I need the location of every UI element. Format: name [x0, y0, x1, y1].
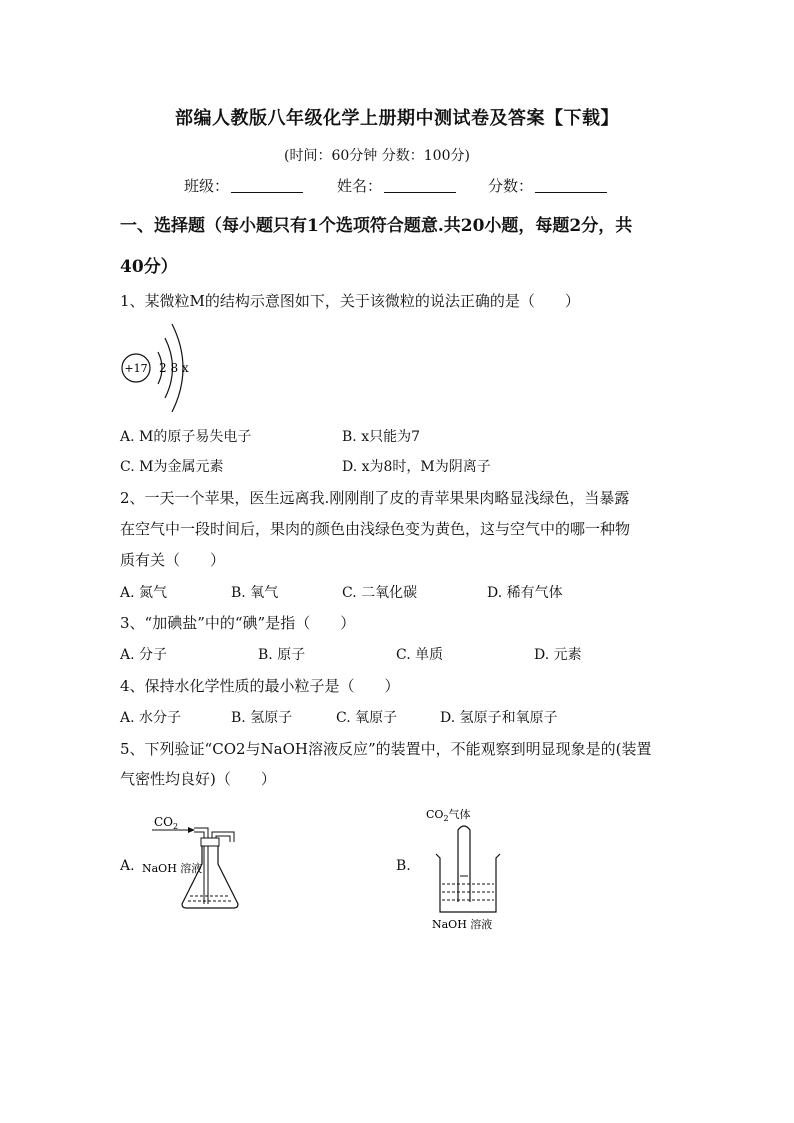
- q4-option-c: C. 氧原子: [336, 710, 398, 726]
- q4-option-b: B. 氢原子: [231, 710, 293, 726]
- flask-body: [182, 846, 238, 908]
- gas-arrowhead: [188, 827, 195, 833]
- co2-label-b: $CO_2$气体: [426, 808, 471, 823]
- class-label: 班级：: [184, 177, 230, 195]
- q5-option-b-label: B.: [396, 858, 411, 874]
- flask-apparatus-figure: [138, 808, 256, 920]
- exam-title: 部编人教版八年级化学上册期中测试卷及答案【下载】: [175, 108, 619, 129]
- co2-label-a: $CO_2$: [154, 815, 179, 831]
- q1-option-d: D. x为8时，M为阴离子: [342, 459, 491, 475]
- q3-option-d: D. 元素: [534, 647, 582, 663]
- q3-option-c: C. 单质: [396, 647, 444, 663]
- q1-option-a: A. M的原子易失电子: [120, 429, 252, 445]
- naoh-label-b: NaOH 溶液: [432, 918, 493, 931]
- class-field: [184, 175, 303, 196]
- score-blank: [535, 178, 607, 193]
- test-tube: [458, 826, 470, 902]
- score-field: [488, 175, 607, 196]
- stopper: [201, 838, 219, 846]
- nucleus-charge: +17: [124, 362, 148, 375]
- q4-option-a: A. 水分子: [120, 710, 182, 726]
- q2-option-d: D. 稀有气体: [487, 585, 563, 601]
- name-field: [337, 175, 456, 196]
- q2-option-b: B. 氧气: [231, 585, 279, 601]
- q3-option-a: A. 分子: [120, 647, 168, 663]
- beaker-apparatus-figure: [418, 802, 528, 932]
- q3-stem: 3、“加碘盐”中的“碘”是指（ ）: [120, 614, 356, 632]
- q5-stem-line2: 气密性均良好)（ ）: [120, 770, 276, 788]
- score-label: 分数：: [488, 177, 534, 195]
- q2-stem-line2: 在空气中一段时间后，果肉的颜色由浅绿色变为黄色，这与空气中的哪一种物: [120, 520, 631, 538]
- section-heading-line2: 40分）: [120, 257, 178, 277]
- q1-option-b: B. x只能为7: [342, 429, 420, 445]
- q1-stem: 1、某微粒M的结构示意图如下，关于该微粒的说法正确的是（ ）: [120, 292, 580, 310]
- section-heading-line1: 一、选择题（每小题只有1个选项符合题意.共20小题，每题2分，共: [120, 216, 633, 236]
- q5-stem-line1: 5、下列验证“CO2与NaOH溶液反应”的装置中，不能观察到明显现象是的(装置: [120, 740, 652, 758]
- q4-option-d: D. 氢原子和氧原子: [440, 710, 558, 726]
- shell-electrons: 2 8 x: [159, 361, 189, 375]
- q4-stem: 4、保持水化学性质的最小粒子是（ ）: [120, 677, 400, 695]
- q1-option-c: C. M为金属元素: [120, 459, 224, 475]
- q2-option-a: A. 氮气: [120, 585, 168, 601]
- naoh-label-a: NaOH 溶液: [142, 862, 203, 875]
- q2-option-c: C. 二氧化碳: [342, 585, 418, 601]
- exam-subtitle: (时间：60分钟 分数：100分): [284, 148, 470, 164]
- q2-stem-line1: 2、一天一个苹果，医生远离我.刚刚削了皮的青苹果果肉略显浅绿色，当暴露: [120, 489, 630, 507]
- class-blank: [231, 178, 303, 193]
- q5-option-a-label: A.: [120, 858, 135, 874]
- beaker: [436, 854, 500, 912]
- name-label: 姓名：: [337, 177, 383, 195]
- q3-option-b: B. 原子: [258, 647, 306, 663]
- q2-stem-line3: 质有关（ ）: [120, 551, 226, 569]
- atom-structure-diagram: [118, 322, 198, 414]
- name-blank: [384, 178, 456, 193]
